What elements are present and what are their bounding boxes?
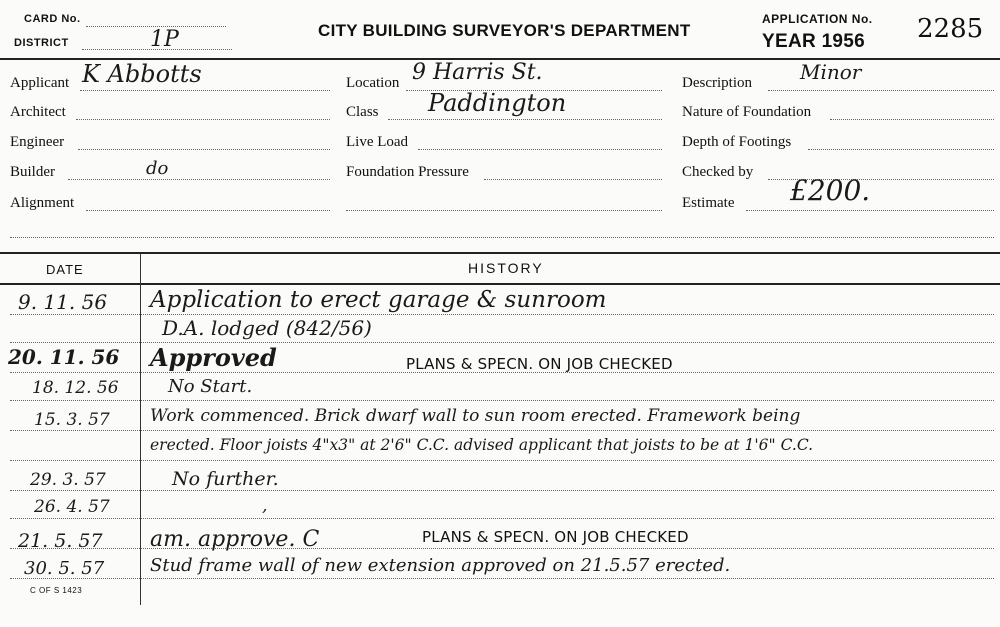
engineer-label: Engineer bbox=[10, 134, 65, 150]
table-header-rule bbox=[0, 283, 1000, 285]
applicant-line bbox=[80, 90, 330, 91]
district-label: DISTRICT bbox=[14, 37, 69, 49]
year-label: YEAR 1956 bbox=[762, 31, 866, 52]
foundation-pressure-line bbox=[484, 179, 662, 180]
description-line bbox=[768, 90, 994, 91]
date-column-divider bbox=[140, 253, 141, 605]
class-label: Class bbox=[346, 104, 379, 120]
row-5-date: 15. 3. 57 bbox=[34, 410, 110, 430]
row-1-history: Application to erect garage & sunroom bbox=[150, 287, 607, 313]
depth-of-footings-line bbox=[808, 149, 994, 150]
engineer-line bbox=[78, 149, 330, 150]
blank-line-1 bbox=[10, 237, 994, 238]
live-load-line bbox=[418, 149, 662, 150]
row-line bbox=[10, 578, 994, 579]
row-line bbox=[10, 314, 994, 315]
description-value: Minor bbox=[800, 60, 862, 84]
row-line bbox=[10, 490, 994, 491]
row-1-date: 9. 11. 56 bbox=[18, 290, 108, 314]
alignment-line bbox=[86, 210, 330, 211]
checked-by-label: Checked by bbox=[682, 164, 754, 180]
estimate-line bbox=[746, 210, 994, 211]
location-label: Location bbox=[346, 75, 400, 91]
live-load-label: Live Load bbox=[346, 134, 409, 150]
estimate-value: £200. bbox=[790, 174, 871, 207]
applicant-label: Applicant bbox=[10, 75, 70, 91]
district-value: 1P bbox=[150, 27, 179, 52]
middle-blank-line bbox=[346, 210, 662, 211]
class-value: Paddington bbox=[428, 89, 567, 117]
depth-of-footings-label: Depth of Footings bbox=[682, 134, 792, 150]
row-8-history: , bbox=[262, 496, 268, 516]
builder-line bbox=[68, 179, 330, 180]
history-header: HISTORY bbox=[468, 260, 544, 276]
architect-label: Architect bbox=[10, 104, 66, 120]
row-7-history: No further. bbox=[172, 468, 279, 490]
alignment-label: Alignment bbox=[10, 195, 75, 211]
class-line bbox=[388, 119, 662, 120]
row-9-history: am. approve. C bbox=[150, 527, 320, 552]
nature-of-foundation-line bbox=[830, 119, 994, 120]
builder-label: Builder bbox=[10, 164, 55, 180]
row-10-date: 30. 5. 57 bbox=[24, 558, 105, 579]
row-line bbox=[10, 430, 994, 431]
row-7-date: 29. 3. 57 bbox=[30, 470, 106, 490]
table-top-rule bbox=[0, 252, 1000, 254]
card-no-label: CARD No. bbox=[24, 13, 81, 25]
location-value: 9 Harris St. bbox=[412, 60, 543, 85]
nature-of-foundation-label: Nature of Foundation bbox=[682, 104, 812, 120]
row-line bbox=[10, 518, 994, 519]
row-3-stamp: PLANS & SPECN. ON JOB CHECKED bbox=[406, 355, 673, 373]
applicant-value: K Abbotts bbox=[82, 60, 202, 88]
row-3-date: 20. 11. 56 bbox=[8, 345, 120, 369]
architect-line bbox=[76, 119, 330, 120]
row-4-date: 18. 12. 56 bbox=[32, 378, 119, 398]
row-8-date: 26. 4. 57 bbox=[34, 497, 110, 517]
row-10-history: Stud frame wall of new extension approved on 21.5.57 erected. bbox=[150, 555, 731, 576]
row-line bbox=[10, 460, 994, 461]
row-5-history: Work commenced. Brick dwarf wall to sun room erected. Framework being bbox=[150, 406, 801, 426]
form-code: C OF S 1423 bbox=[30, 586, 83, 595]
row-line bbox=[10, 400, 994, 401]
row-9-date: 21. 5. 57 bbox=[18, 530, 103, 552]
application-number: 2285 bbox=[917, 14, 984, 44]
date-header: DATE bbox=[46, 262, 84, 277]
row-3-history: Approved bbox=[150, 343, 277, 372]
row-4-history: No Start. bbox=[168, 376, 253, 397]
estimate-label: Estimate bbox=[682, 195, 735, 211]
row-6-history: erected. Floor joists 4"x3" at 2'6" C.C. advised applicant that joists to be at 1'6" C.C. bbox=[150, 436, 814, 454]
description-label: Description bbox=[682, 75, 752, 91]
row-9-stamp: PLANS & SPECN. ON JOB CHECKED bbox=[422, 528, 689, 546]
foundation-pressure-label: Foundation Pressure bbox=[346, 164, 469, 180]
application-no-label: APPLICATION No. bbox=[762, 12, 873, 26]
builder-value: do bbox=[146, 158, 169, 179]
row-2-history: D.A. lodged (842/56) bbox=[162, 316, 372, 340]
department-title: CITY BUILDING SURVEYOR'S DEPARTMENT bbox=[318, 21, 691, 40]
